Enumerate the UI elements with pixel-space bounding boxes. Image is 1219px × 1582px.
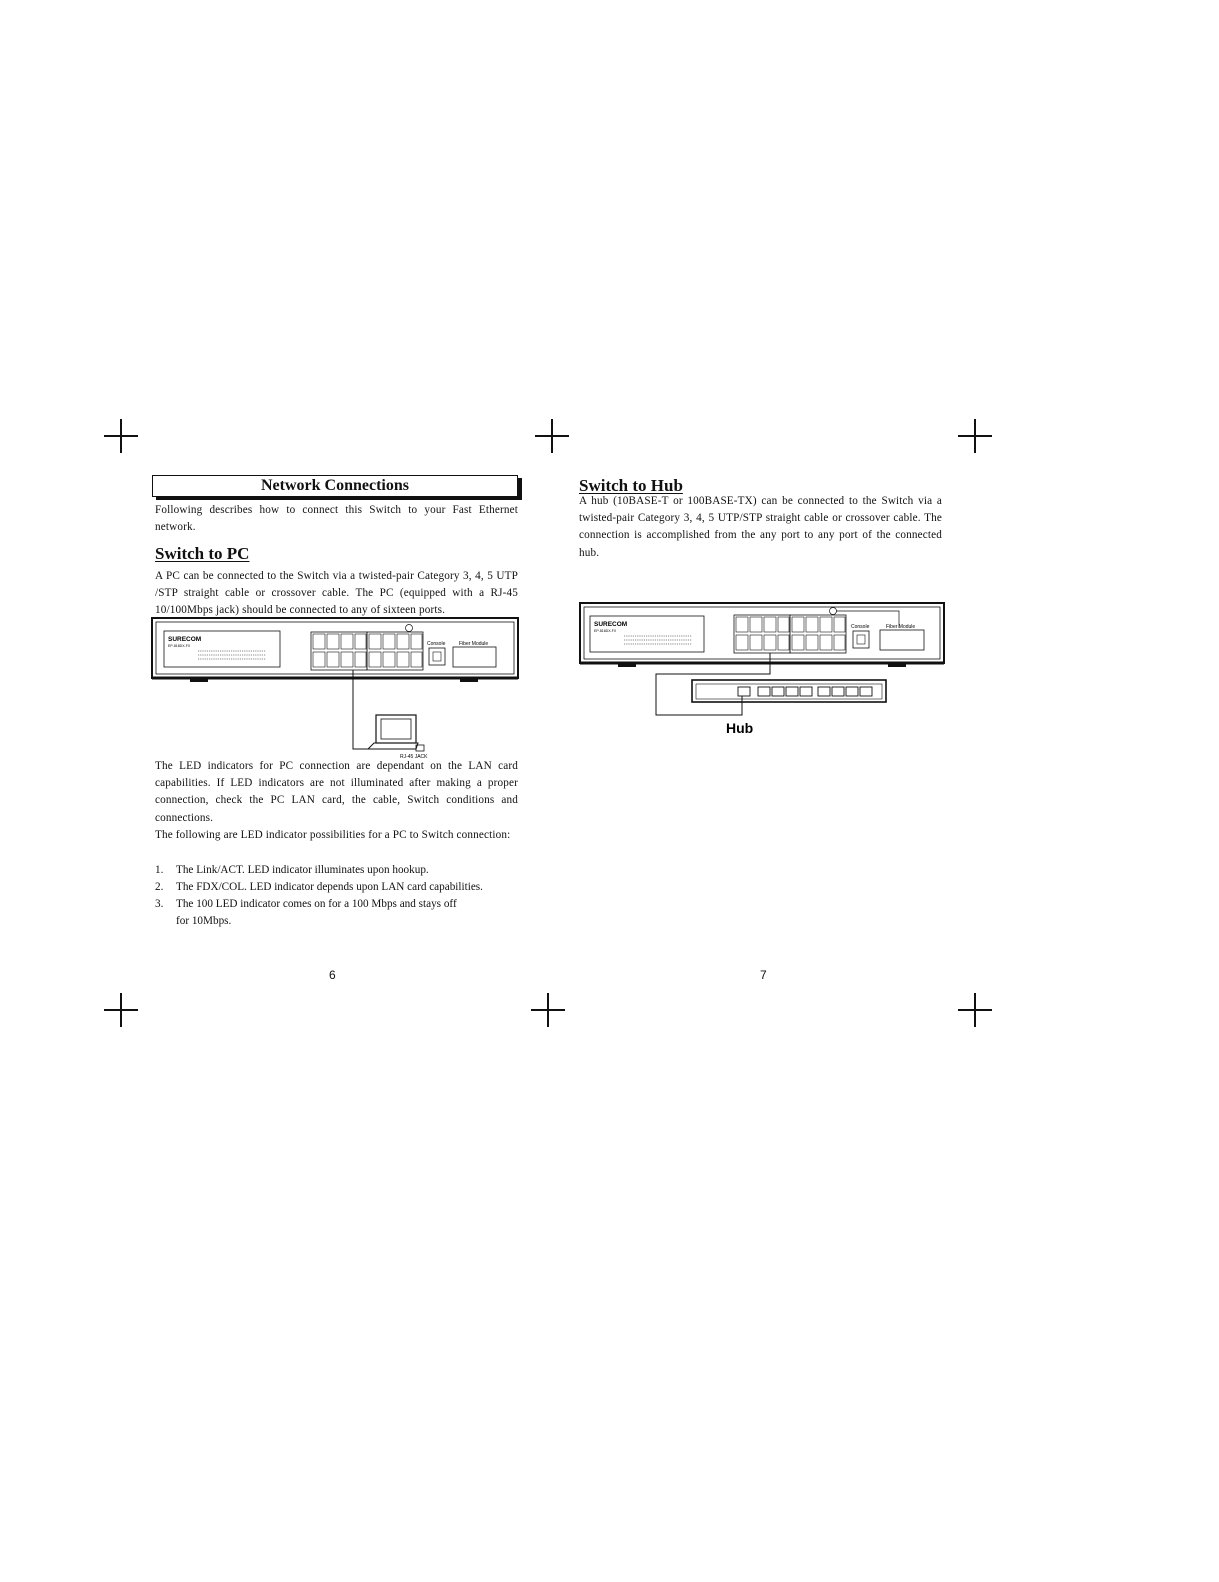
- list-number: 2.: [155, 881, 164, 893]
- page-number-left: 6: [329, 968, 336, 982]
- led-paragraph-1: The LED indicators for PC connection are dependant on the LAN card capabilities. If LED indicators are not illuminated after making a proper connection, check the PC LAN card, the cable, Switch conditions and connections.: [155, 760, 518, 824]
- crop-mark-top-left: [104, 419, 138, 453]
- switch-to-hub-diagram: [578, 600, 948, 742]
- list-item: [155, 896, 457, 913]
- brand-label: SURECOM: [594, 621, 628, 628]
- crop-mark-bottom-center: [531, 993, 565, 1027]
- console-label: Console: [851, 624, 870, 630]
- switch-to-pc-diagram: [150, 615, 522, 765]
- fiber-module-label: Fiber Module: [459, 641, 489, 647]
- console-label: Console: [427, 641, 446, 647]
- model-label: EP-816DX-FX: [594, 629, 617, 633]
- section-title-switch-to-hub: Switch to Hub: [579, 476, 683, 495]
- led-paragraph-2: The following are LED indicator possibilities for a PC to Switch connection:: [155, 829, 511, 841]
- switch-to-hub-paragraph: A hub (10BASE-T or 100BASE-TX) can be connected to the Switch via a twisted-pair Category 3, 4, 5 UTP/STP straight cable or crossover cable. The connection is accomplished from the any port to any port of the connected hub.: [579, 495, 942, 559]
- page-number-right: 7: [760, 968, 767, 982]
- brand-label: SURECOM: [168, 636, 202, 643]
- list-item-continuation: for 10Mbps.: [176, 915, 232, 927]
- fiber-module-label: Fiber Module: [886, 624, 916, 630]
- list-item: [155, 879, 483, 896]
- list-text: The 100 LED indicator comes on for a 100 Mbps and stays off: [176, 898, 457, 910]
- list-text: The Link/ACT. LED indicator illuminates upon hookup.: [176, 864, 429, 876]
- hub-label: Hub: [726, 720, 754, 736]
- list-item: [155, 862, 429, 879]
- model-label: EP-816DX-FX: [168, 644, 191, 648]
- crop-mark-top-center: [535, 419, 569, 453]
- crop-mark-top-right: [958, 419, 992, 453]
- list-number: 1.: [155, 864, 164, 876]
- section-title-switch-to-pc: Switch to PC: [155, 544, 250, 563]
- rj45-jack-label: RJ-45 JACK: [400, 754, 428, 760]
- intro-paragraph: Following describes how to connect this Switch to your Fast Ethernet network.: [155, 504, 518, 534]
- list-number: 3.: [155, 898, 164, 910]
- crop-mark-bottom-left: [104, 993, 138, 1027]
- list-text: The FDX/COL. LED indicator depends upon LAN card capabilities.: [176, 881, 483, 893]
- page-title: Network Connections: [152, 475, 518, 497]
- crop-mark-bottom-right: [958, 993, 992, 1027]
- switch-to-pc-paragraph: A PC can be connected to the Switch via a twisted-pair Category 3, 4, 5 UTP /STP straight cable or crossover cable. The PC (equipped with a RJ-45 10/100Mbps jack) should be connected to any of sixteen ports.: [155, 570, 518, 617]
